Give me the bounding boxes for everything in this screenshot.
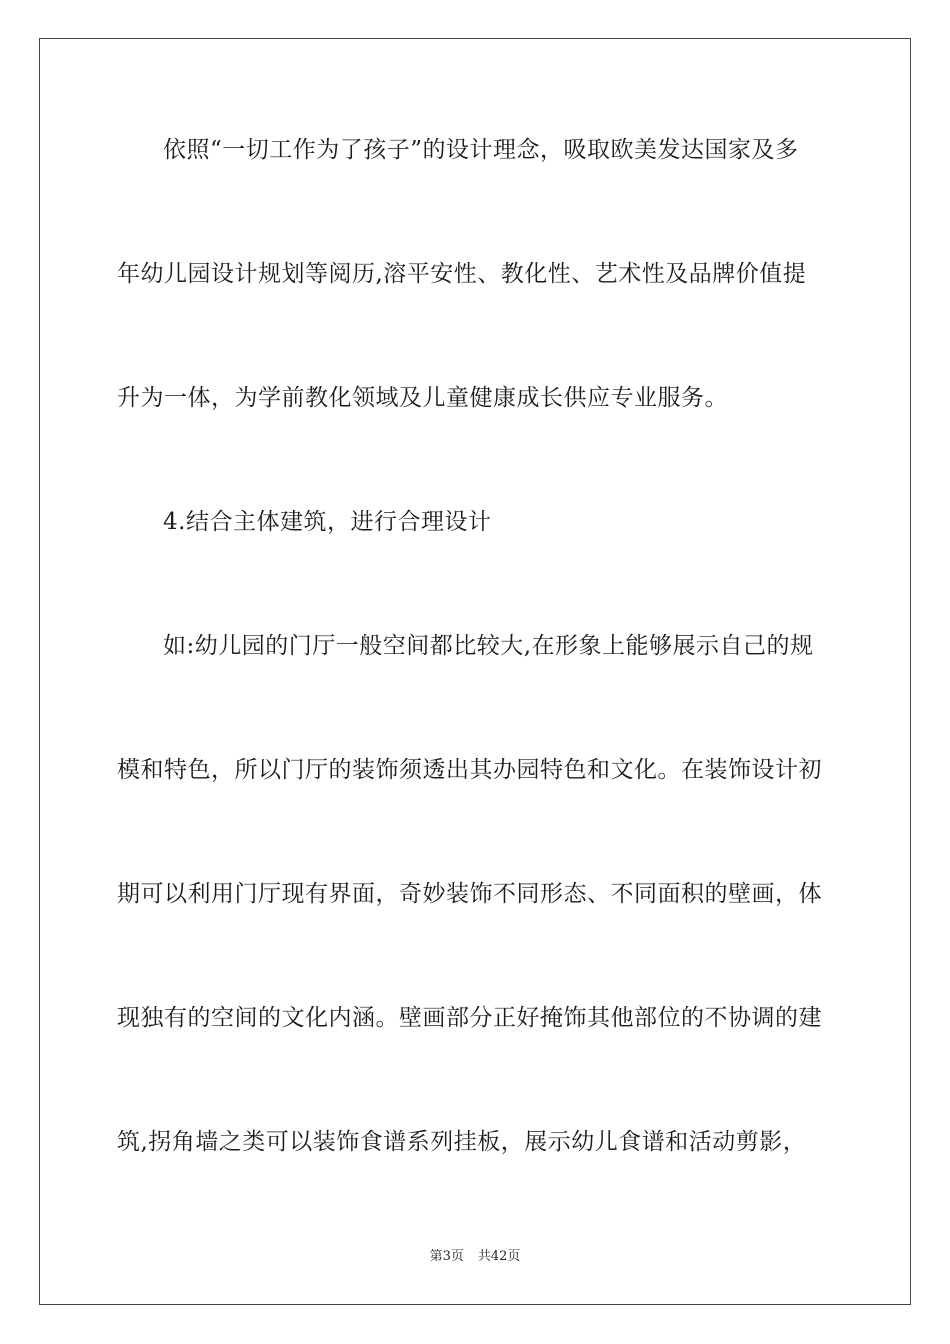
paragraph-line: 如:幼儿园的门厅一般空间都比较大,在形象上能够展示自己的规 [163, 633, 814, 659]
section-heading: 4.结合主体建筑，进行合理设计 [163, 509, 492, 535]
paragraph-line: 年幼儿园设计规划等阅历,溶平安性、教化性、艺术性及品牌价值提 [117, 261, 807, 287]
paragraph-line: 依照“一切工作为了孩子”的设计理念，吸取欧美发达国家及多 [163, 137, 799, 163]
page-border [39, 38, 911, 1305]
paragraph-line: 期可以利用门厅现有界面，奇妙装饰不同形态、不同面积的壁画，体 [117, 881, 822, 907]
paragraph-line: 升为一体，为学前教化领域及儿童健康成长供应专业服务。 [117, 385, 728, 411]
paragraph-line: 模和特色，所以门厅的装饰须透出其办园特色和文化。在装饰设计初 [117, 757, 822, 783]
page-total: 共42页 [477, 1249, 521, 1264]
page-number: 第3页 [429, 1249, 464, 1264]
page-footer [0, 1248, 950, 1266]
paragraph-line: 筑,拐角墙之类可以装饰食谱系列挂板，展示幼儿食谱和活动剪影， [117, 1129, 807, 1155]
paragraph-line: 现独有的空间的文化内涵。壁画部分正好掩饰其他部位的不协调的建 [117, 1005, 822, 1031]
